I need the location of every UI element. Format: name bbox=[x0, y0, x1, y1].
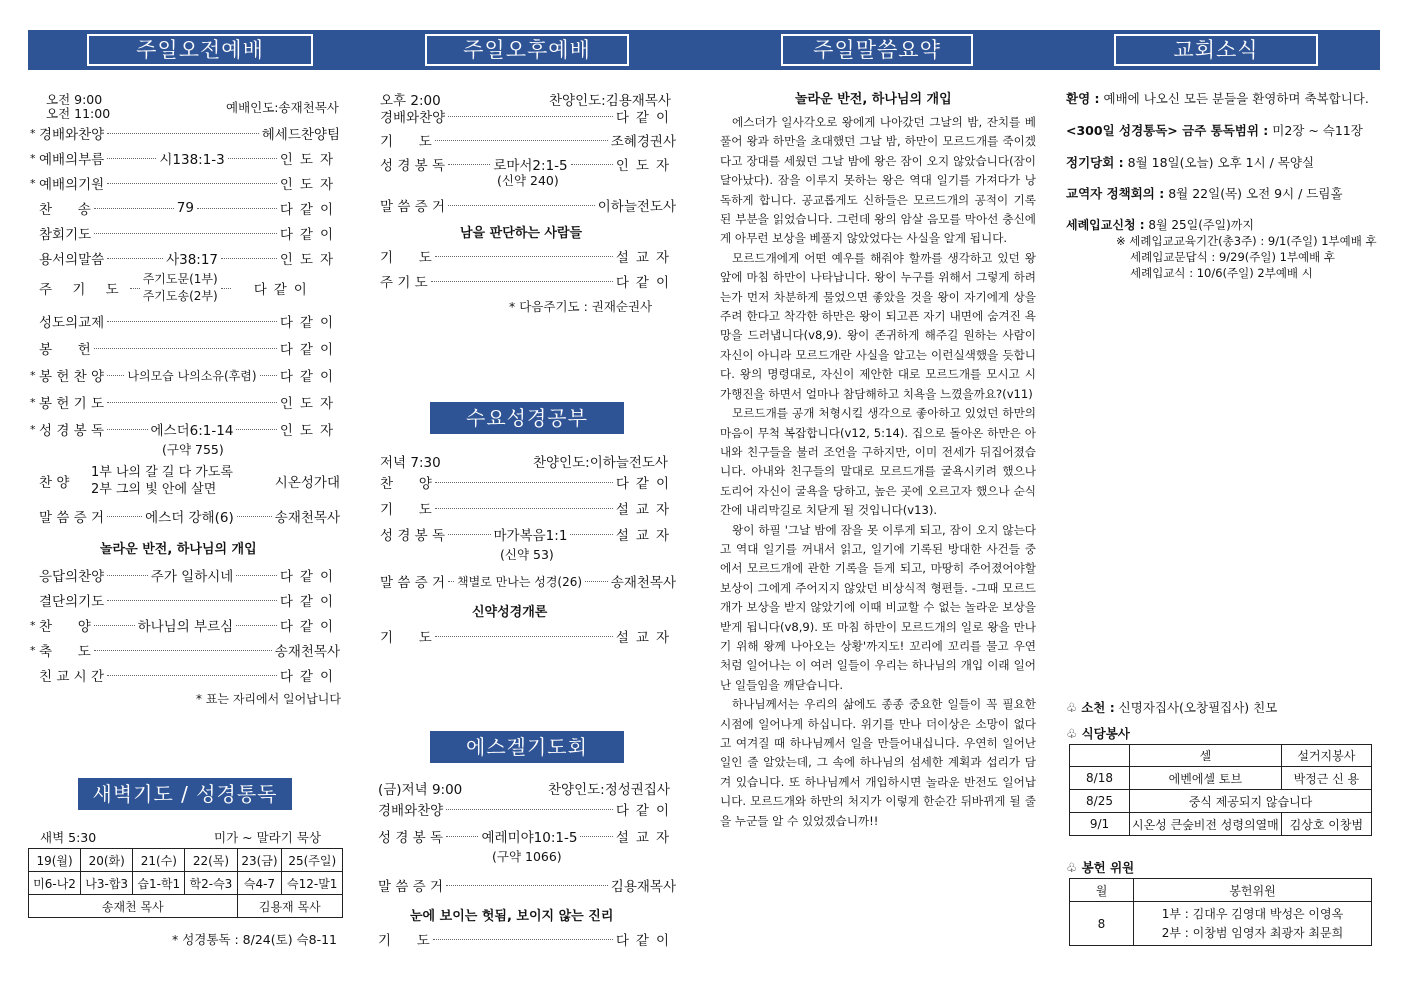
wednesday-prayer-row: 기 도 설교자 bbox=[380, 630, 676, 646]
wednesday-reading-note: (신약 53) bbox=[500, 547, 554, 562]
wednesday-sermon-title: 신약성경개론 bbox=[472, 605, 548, 620]
meal-service-heading: ♧ 식당봉사 bbox=[1066, 726, 1130, 741]
order-row: 기 도 설교자 bbox=[380, 502, 676, 518]
dawn-day-cell: 25(주일) bbox=[282, 849, 343, 872]
summary-paragraph: 에스더가 일사각오로 왕에게 나아갔던 그날의 밤, 잔치를 베풀어 왕과 하만을 초대했던 그날 밤, 하만이 모르드개를 죽이겠다고 장대를 세웠던 그날 밤에 왕은 잠이 오지 않았습니다(잠이 달아났다). 잠을 이루지 못하는 왕은 역대 일기를 가져다가 낭독하게 합니다. 공교롭게도 신하들은 모르드개의 공적이 기록된 부분을 읽었습니다. 그런데 왕의 암살 음모를 막아선 충신에게 아무런 보상을 베풀지 않았었다는 사실을 알게 됩니다. bbox=[720, 115, 1036, 246]
ezekiel-leader: 찬양인도:정성권집사 bbox=[548, 782, 670, 798]
summary-paragraph: 왕이 하필 '그날 밤에 잠을 못 이루게 되고, 잠이 오지 않는다고 역대 일기를 꺼내서 읽고, 일기에 기록된 방대한 사건들 중에서 모르드개에 관한 기록을 듣게 되고, 마땅히 주어졌어야할 보상이 그에게 주어지지 않았던 비상식적 형편들. -그때 모르드개가 보상을 받지 않았기에 이때 비교할 수 없는 놀라운 보상을 받게 됩니다(v8,9). 또 마침 하만이 모르드개의 일로 왕을 만나기 위해 왕께 나아오는 상황'까지도! 꼬리에 꼬리를 물고 우연처럼 일어나는 이 여러 일들이 우리는 하나님의 개입 이래 일어난 일들임을 깨닫습니다. bbox=[720, 522, 1036, 692]
dawn-day-cell: 20(화) bbox=[81, 849, 133, 872]
dawn-day-cell: 23(금) bbox=[237, 849, 282, 872]
meal-service-table: 셀 설거지봉사 8/18 에벤에셀 토브 박정근 신 용 8/25 중식 제공되지 않습니다 9/1 시온성 큰숲비전 성령의열매 김상호 이창범 bbox=[1069, 744, 1372, 836]
news-item-baptism: 세례입교신청 : 8월 25일(주일)까지 bbox=[1066, 218, 1254, 232]
baptism-notes: ※ 세례입교교육기간(총3주) : 9/1(주일) 1부예배 후 세례입교문답식 : 9/29(주일) 1부예배 후 세례입교식 : 10/6(주일) 2부예배 시 bbox=[1116, 234, 1377, 280]
order-row: * 축 도 송재천목사 bbox=[30, 643, 340, 660]
summary-paragraph: 모르드개에게 어떤 예우를 해줘야 할까를 생각하고 있던 왕 앞에 마침 하만이 나타납니다. 왕이 누구를 위해서 그렇게 하려는가 먼저 차분하게 물었으면 좋았을 것을 왕이 자기에게 상을 주려 한다고 착각한 하만은 왕이 되고픈 자기 내면에 숨겨진 욕망을 드러냅니다(v8,9). 왕이 존귀하게 해주길 원하는 사람이 자신이 아니라 모르드개란 사실을 알고는 이런실색했을 듯합니다. 왕의 명령대로, 자신이 제안한 대로 모르드개를 모시고 시가행진을 하면서 얼마나 참담해하고 치욕을 느꼈을까요?(v11) bbox=[720, 250, 1036, 401]
dawn-day-cell: 19(월) bbox=[29, 849, 81, 872]
morning-prayer-row: 주 기 도 주기도문(1부) 주기도송(2부) 다같이 bbox=[39, 272, 314, 303]
dawn-pastor-2: 김용재 목사 bbox=[237, 895, 343, 918]
news-item-obituary: ♧ 소천 : 신명자집사(오창필집사) 친모 bbox=[1066, 700, 1278, 715]
order-row: 친 교 시 간 다같이 bbox=[39, 669, 340, 685]
dawn-day-cell: 22(목) bbox=[185, 849, 237, 872]
morning-sermon-row: 말 씀 증 거 에스더 강해(6) 송재천목사 bbox=[39, 510, 341, 526]
order-row: 찬 송 79 다같이 bbox=[39, 200, 340, 218]
order-row: * 봉 헌 찬 양 나의모습 나의소유(후렴) 다같이 bbox=[30, 368, 340, 385]
summary-paragraph: 모르드개를 공개 처형시킬 생각으로 좋아하고 있었던 하만의 마음이 무척 복잡합니다(v12, 5:14). 집으로 돌아온 하만은 아내와 친구들을 불러 조언을 구하지만, 이미 전세가 뒤집어졌습니다. 아내와 친구들의 말대로 모르드개를 굴욕시키려 했으나 도리어 자신이 굴욕을 당하고, 높은 곳에 오르고자 했으나 순식간에 내리막길로 치닫게 될 것입니다(v13). bbox=[720, 406, 1036, 518]
order-row: 기 도 설교자 bbox=[380, 250, 676, 266]
dawn-reading-cell: 나3-합3 bbox=[81, 872, 133, 895]
order-row: 기 도 조혜경권사 bbox=[380, 134, 676, 150]
order-row: * 경배와찬양 헤세드찬양팀 bbox=[30, 126, 340, 143]
afternoon-leader: 찬양인도:김용재목사 bbox=[549, 93, 671, 109]
order-row: 성 경 봉 독 예레미야10:1-5 설교자 bbox=[378, 830, 676, 846]
order-row: 참회기도 다같이 bbox=[39, 227, 340, 243]
dawn-reading-table bbox=[28, 848, 343, 918]
wednesday-leader: 찬양인도:이하늘전도사 bbox=[533, 455, 668, 471]
sermon-summary-title: 주일말씀요약 bbox=[781, 34, 973, 66]
morning-footnote: * 표는 자리에서 일어납니다 bbox=[196, 692, 341, 706]
news-item-welcome: 환영 : 예배에 나오신 모든 분들을 환영하며 축복합니다. bbox=[1066, 91, 1369, 106]
order-row: 결단의기도 다같이 bbox=[39, 594, 340, 610]
ezekiel-time: (금)저녁 9:00 bbox=[378, 782, 463, 798]
afternoon-time: 오후 2:00 bbox=[380, 93, 441, 109]
ezekiel-title: 에스겔기도회 bbox=[430, 731, 624, 763]
summary-title: 놀라운 반전, 하나님의 개입 bbox=[795, 92, 952, 107]
order-row: 응답의찬양 주가 일하시네 다같이 bbox=[39, 569, 341, 585]
news-item-session: 정기당회 : 8월 18일(오늘) 오후 1시 / 목양실 bbox=[1066, 155, 1315, 170]
morning-times: 오전 9:00 오전 11:00 bbox=[46, 92, 111, 121]
dawn-reading-cell: 학2-슥3 bbox=[185, 872, 237, 895]
dawn-reading-cell: 미6-나2 bbox=[29, 872, 81, 895]
summary-body bbox=[720, 113, 1036, 831]
order-row: * 봉 헌 기 도 인도자 bbox=[30, 395, 340, 412]
dawn-reading-cell: 슥12-말1 bbox=[282, 872, 343, 895]
wednesday-sermon-row: 말 씀 증 거 책별로 만나는 성경(26) 송재천목사 bbox=[380, 574, 676, 591]
order-row: 성도의교제 다같이 bbox=[39, 315, 340, 331]
ezekiel-sermon-row: 말 씀 증 거 김용재목사 bbox=[378, 879, 676, 895]
morning-choir-row: 찬 양 1부 나의 갈 길 다 가도록 2부 그의 빛 안에 살면 시온성가대 bbox=[39, 465, 340, 497]
church-news-title: 교회소식 bbox=[1114, 34, 1318, 66]
order-row: * 예배의부름 시138:1-3 인도자 bbox=[30, 151, 340, 168]
morning-sermon-title: 놀라운 반전, 하나님의 개입 bbox=[100, 542, 257, 557]
ezekiel-prayer-row: 기 도 다같이 bbox=[378, 933, 676, 949]
dawn-note: * 성경통독 : 8/24(토) 슥8-11 bbox=[172, 932, 337, 947]
morning-reading-note: (구약 755) bbox=[162, 442, 224, 457]
order-row: * 찬 양 하나님의 부르심 다같이 bbox=[30, 618, 341, 635]
order-row: 용서의말씀 사38:17 인도자 bbox=[39, 252, 341, 268]
dawn-time: 새벽 5:30 bbox=[40, 830, 97, 845]
church-symbol-icon: ♧ bbox=[1066, 700, 1082, 715]
afternoon-worship-title: 주일오후예배 bbox=[425, 34, 629, 66]
ezekiel-reading-note: (구약 1066) bbox=[492, 849, 562, 864]
order-row: 성 경 봉 독 마가복음1:1 설교자 bbox=[380, 528, 676, 544]
dawn-prayer-title: 새벽기도 / 성경통독 bbox=[78, 778, 292, 810]
dawn-pastor-1: 송재천 목사 bbox=[29, 895, 238, 918]
order-row: 주 기 도 다같이 bbox=[380, 275, 676, 291]
dawn-day-cell: 21(수) bbox=[133, 849, 185, 872]
news-item-reading: <300일 성경통독> 금주 통독범위 : 미2장 ~ 슥11장 bbox=[1066, 123, 1363, 138]
dawn-reading-cell: 슥4-7 bbox=[237, 872, 282, 895]
order-row: 경배와찬양 다같이 bbox=[380, 110, 676, 126]
afternoon-sermon-title: 남을 판단하는 사람들 bbox=[460, 226, 583, 241]
afternoon-reading-note: (신약 240) bbox=[497, 173, 559, 188]
dawn-range: 미가 ~ 말라기 묵상 bbox=[214, 830, 321, 845]
order-row: 경배와찬양 다같이 bbox=[378, 803, 676, 819]
offering-table: 월 봉헌위원 8 1부 : 김대우 김영대 박성은 이영옥 2부 : 이창범 임영자 최광자 최문희 bbox=[1069, 878, 1372, 946]
dawn-reading-cell: 습1-학1 bbox=[133, 872, 185, 895]
order-row: 봉 헌 다같이 bbox=[39, 342, 340, 358]
afternoon-next-prayer: * 다음주기도 : 권재순권사 bbox=[509, 299, 653, 314]
order-row: * 성 경 봉 독 에스더6:1-14 인도자 bbox=[30, 422, 341, 439]
order-row: 찬 양 다같이 bbox=[380, 476, 676, 492]
morning-worship-title: 주일오전예배 bbox=[87, 34, 313, 66]
afternoon-sermon-row: 말 씀 증 거 이하늘전도사 bbox=[380, 199, 676, 215]
news-item-staff-meeting: 교역자 정책회의 : 8월 22일(목) 오전 9시 / 드림홀 bbox=[1066, 186, 1343, 201]
wednesday-title: 수요성경공부 bbox=[430, 402, 624, 434]
ezekiel-sermon-title: 눈에 보이는 헛됨, 보이지 않는 진리 bbox=[410, 909, 614, 924]
summary-paragraph: 하나님께서는 우리의 삶에도 종종 중요한 일들이 꼭 필요한 시점에 일어나게 하십니다. 위기를 만나 더이상은 소망이 없다고 여겨질 때 하나님께서 일을 만들어내십니다. 우연히 일어난 일인 줄 알았는데, 그 속에 하나님의 섬세한 계획과 섭리가 담겨 있습니다. 또 하나님께서 개입하시면 놀라운 반전도 일어납니다. 모르드개와 하만의 처지가 이렇게 한순간 뒤바뀌게 될 줄을 누군들 알 수 있었겠습니까!! bbox=[720, 697, 1036, 828]
church-symbol-icon: ♧ bbox=[1066, 860, 1082, 875]
offering-heading: ♧ 봉헌 위원 bbox=[1066, 860, 1135, 875]
church-symbol-icon: ♧ bbox=[1066, 726, 1082, 741]
order-row: * 예배의기원 인도자 bbox=[30, 176, 340, 193]
morning-leader: 예배인도:송재천목사 bbox=[226, 100, 339, 115]
wednesday-time: 저녁 7:30 bbox=[380, 455, 441, 471]
order-row: 성 경 봉 독 로마서2:1-5 인도자 bbox=[380, 158, 677, 174]
